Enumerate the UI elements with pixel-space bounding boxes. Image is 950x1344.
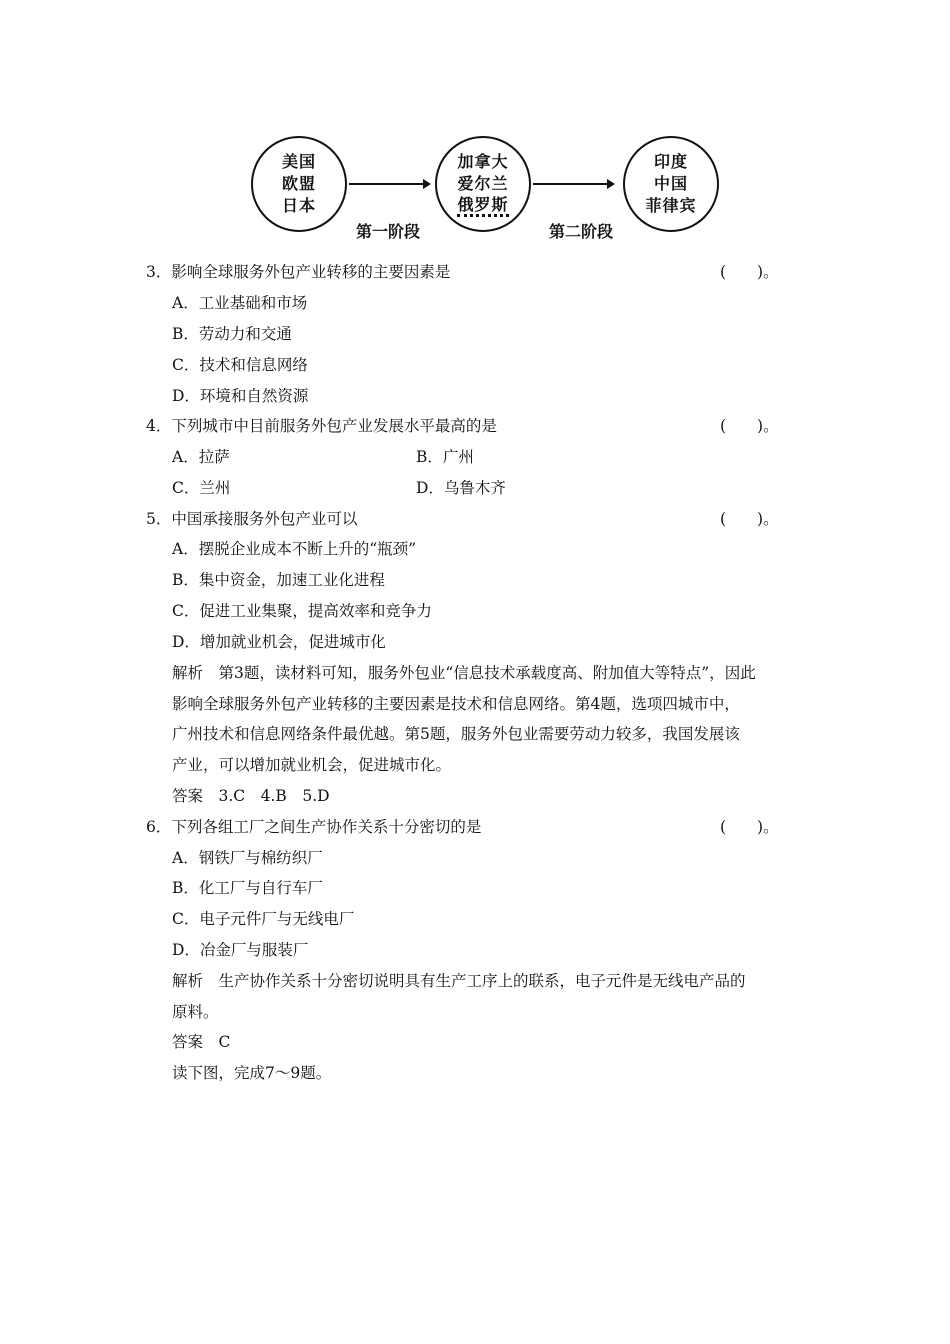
circle-text: 美国: [281, 152, 316, 171]
option-a: A．钢铁厂与棉纺织厂: [172, 849, 323, 867]
circle-text: 中国: [653, 174, 688, 193]
option-b: B．集中资金，加速工业化进程: [172, 571, 385, 589]
option-b: B．劳动力和交通: [172, 325, 292, 343]
answer-line: 答案 C: [172, 1033, 231, 1051]
option-a: A．拉萨: [172, 448, 230, 466]
analysis-line: 产业，可以增加就业机会，促进城市化。: [172, 756, 452, 774]
outsourcing-transfer-diagram: [248, 136, 708, 242]
option-c: C．电子元件厂与无线电厂: [172, 910, 355, 928]
arrow-right-icon: [349, 183, 429, 185]
circle-text: 爱尔兰: [457, 174, 509, 193]
option-c: C．促进工业集聚，提高效率和竞争力: [172, 602, 432, 620]
analysis-line: 原料。: [172, 1003, 219, 1021]
question-6-stem: 6．下列各组工厂之间生产协作关系十分密切的是: [146, 818, 482, 836]
circle-text: 欧盟: [281, 174, 316, 193]
circle-text: 日本: [281, 196, 316, 215]
answer-blank: ( )。: [720, 417, 779, 435]
option-d: D．乌鲁木齐: [416, 479, 506, 497]
answer-blank: ( )。: [720, 263, 779, 281]
question-3-stem: 3．影响全球服务外包产业转移的主要因素是: [146, 263, 451, 281]
option-d: D．冶金厂与服装厂: [172, 941, 309, 959]
option-a: A．摆脱企业成本不断上升的“瓶颈”: [172, 540, 417, 558]
circle-text: 加拿大: [457, 152, 509, 171]
circle-text: 印度: [653, 152, 688, 171]
circle-text: 菲律宾: [645, 196, 697, 215]
analysis-line: 解析 第3题，读材料可知，服务外包业“信息技术承载度高、附加值大等特点”，因此: [172, 664, 756, 682]
option-d: D．环境和自然资源: [172, 387, 309, 405]
circle-text-emphasized: 俄罗斯: [457, 195, 508, 217]
analysis-line: 广州技术和信息网络条件最优越。第5题，服务外包业需要劳动力较多，我国发展该: [172, 725, 740, 743]
question-5-stem: 5．中国承接服务外包产业可以: [146, 510, 358, 528]
answer-line: 答案 3.C 4.B 5.D: [172, 787, 330, 805]
option-c: C．技术和信息网络: [172, 356, 308, 374]
circle-stage-origin: [251, 136, 347, 232]
answer-blank: ( )。: [720, 510, 779, 528]
question-4-stem: 4．下列城市中目前服务外包产业发展水平最高的是: [146, 417, 497, 435]
option-a: A．工业基础和市场: [172, 294, 308, 312]
analysis-line: 解析 生产协作关系十分密切说明具有生产工序上的联系，电子元件是无线电产品的: [172, 972, 746, 990]
instruction-line: 读下图，完成7～9题。: [172, 1064, 332, 1082]
option-d: D．增加就业机会，促进城市化: [172, 633, 386, 651]
option-c: C．兰州: [172, 479, 231, 497]
circle-stage-two: [623, 136, 719, 232]
circle-stage-one: [435, 136, 531, 232]
option-b: B．广州: [416, 448, 474, 466]
arrow-right-icon: [533, 183, 613, 185]
analysis-line: 影响全球服务外包产业转移的主要因素是技术和信息网络。第4题，选项四城市中，: [172, 695, 740, 713]
option-b: B．化工厂与自行车厂: [172, 879, 323, 897]
stage-label-one: 第一阶段: [356, 222, 421, 241]
stage-label-two: 第二阶段: [549, 222, 614, 241]
answer-blank: ( )。: [720, 818, 779, 836]
